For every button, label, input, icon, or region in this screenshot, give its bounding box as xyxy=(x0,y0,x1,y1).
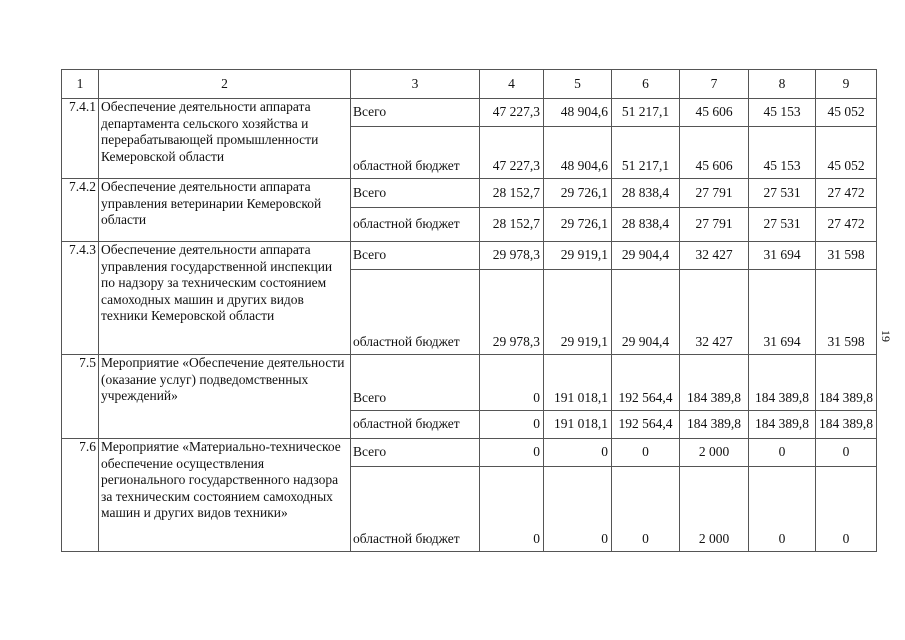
value-cell: 51 217,1 xyxy=(612,127,680,179)
value-cell: 184 389,8 xyxy=(749,355,816,411)
row-name: Обеспечение деятельности аппарата управления государственной инспекции по надзору за техническим состоянием самоходных машин и других видов техники Кемеровской области xyxy=(99,242,351,355)
table-header-row xyxy=(62,70,877,99)
value-cell: 29 726,1 xyxy=(544,179,612,208)
value-cell: 47 227,3 xyxy=(480,99,544,127)
value-cell: 29 978,3 xyxy=(480,242,544,270)
value-cell: 191 018,1 xyxy=(544,411,612,439)
value-cell: 28 152,7 xyxy=(480,179,544,208)
value-cell: 0 xyxy=(480,411,544,439)
value-cell: 0 xyxy=(480,439,544,467)
value-cell: 29 904,4 xyxy=(612,270,680,355)
value-cell: 191 018,1 xyxy=(544,355,612,411)
header-cell: 7 xyxy=(680,70,749,99)
funding-kind: Всего xyxy=(351,179,480,208)
value-cell: 2 000 xyxy=(680,467,749,552)
value-cell: 27 791 xyxy=(680,208,749,242)
header-cell: 1 xyxy=(62,70,99,99)
value-cell: 27 531 xyxy=(749,208,816,242)
budget-table xyxy=(61,69,877,552)
row-name: Мероприятие «Материально-техническое обеспечение осуществления регионального государственного надзора за техническим состоянием самоходных машин и других видов техники» xyxy=(99,439,351,552)
value-cell: 0 xyxy=(749,467,816,552)
value-cell: 184 389,8 xyxy=(816,411,877,439)
header-cell: 9 xyxy=(816,70,877,99)
value-cell: 28 152,7 xyxy=(480,208,544,242)
header-cell: 2 xyxy=(99,70,351,99)
value-cell: 32 427 xyxy=(680,270,749,355)
value-cell: 0 xyxy=(612,467,680,552)
value-cell: 27 531 xyxy=(749,179,816,208)
value-cell: 48 904,6 xyxy=(544,127,612,179)
value-cell: 0 xyxy=(816,439,877,467)
value-cell: 31 694 xyxy=(749,270,816,355)
value-cell: 45 153 xyxy=(749,99,816,127)
value-cell: 184 389,8 xyxy=(749,411,816,439)
funding-kind: областной бюджет xyxy=(351,270,480,355)
table-row xyxy=(62,242,877,270)
value-cell: 29 726,1 xyxy=(544,208,612,242)
row-code: 7.6 xyxy=(62,439,99,552)
row-name: Мероприятие «Обеспечение деятельности (оказание услуг) подведомственных учреждений» xyxy=(99,355,351,439)
value-cell: 184 389,8 xyxy=(680,355,749,411)
funding-kind: областной бюджет xyxy=(351,208,480,242)
table-row xyxy=(62,355,877,411)
value-cell: 45 153 xyxy=(749,127,816,179)
header-cell: 8 xyxy=(749,70,816,99)
header-cell: 5 xyxy=(544,70,612,99)
value-cell: 184 389,8 xyxy=(816,355,877,411)
value-cell: 48 904,6 xyxy=(544,99,612,127)
value-cell: 184 389,8 xyxy=(680,411,749,439)
row-code: 7.5 xyxy=(62,355,99,439)
value-cell: 192 564,4 xyxy=(612,355,680,411)
value-cell: 0 xyxy=(749,439,816,467)
value-cell: 0 xyxy=(480,355,544,411)
funding-kind: областной бюджет xyxy=(351,467,480,552)
value-cell: 29 919,1 xyxy=(544,242,612,270)
value-cell: 45 606 xyxy=(680,99,749,127)
table-row xyxy=(62,99,877,127)
funding-kind: Всего xyxy=(351,355,480,411)
header-cell: 6 xyxy=(612,70,680,99)
funding-kind: областной бюджет xyxy=(351,127,480,179)
funding-kind: Всего xyxy=(351,99,480,127)
value-cell: 45 052 xyxy=(816,127,877,179)
row-code: 7.4.2 xyxy=(62,179,99,242)
funding-kind: Всего xyxy=(351,439,480,467)
value-cell: 27 472 xyxy=(816,208,877,242)
value-cell: 28 838,4 xyxy=(612,179,680,208)
funding-kind: областной бюджет xyxy=(351,411,480,439)
value-cell: 47 227,3 xyxy=(480,127,544,179)
value-cell: 31 694 xyxy=(749,242,816,270)
table-row xyxy=(62,179,877,208)
value-cell: 31 598 xyxy=(816,270,877,355)
value-cell: 27 472 xyxy=(816,179,877,208)
value-cell: 192 564,4 xyxy=(612,411,680,439)
row-name: Обеспечение деятельности аппарата департамента сельского хозяйства и перерабатывающей промышленности Кемеровской области xyxy=(99,99,351,179)
value-cell: 0 xyxy=(612,439,680,467)
value-cell: 0 xyxy=(480,467,544,552)
value-cell: 0 xyxy=(544,467,612,552)
value-cell: 29 904,4 xyxy=(612,242,680,270)
header-cell: 4 xyxy=(480,70,544,99)
funding-kind: Всего xyxy=(351,242,480,270)
value-cell: 32 427 xyxy=(680,242,749,270)
page-number: 19 xyxy=(879,330,893,342)
value-cell: 29 978,3 xyxy=(480,270,544,355)
value-cell: 45 606 xyxy=(680,127,749,179)
value-cell: 0 xyxy=(816,467,877,552)
row-code: 7.4.1 xyxy=(62,99,99,179)
value-cell: 27 791 xyxy=(680,179,749,208)
row-name: Обеспечение деятельности аппарата управления ветеринарии Кемеровской области xyxy=(99,179,351,242)
header-cell: 3 xyxy=(351,70,480,99)
value-cell: 0 xyxy=(544,439,612,467)
value-cell: 51 217,1 xyxy=(612,99,680,127)
value-cell: 45 052 xyxy=(816,99,877,127)
value-cell: 28 838,4 xyxy=(612,208,680,242)
table-row xyxy=(62,439,877,467)
row-code: 7.4.3 xyxy=(62,242,99,355)
value-cell: 29 919,1 xyxy=(544,270,612,355)
value-cell: 2 000 xyxy=(680,439,749,467)
value-cell: 31 598 xyxy=(816,242,877,270)
